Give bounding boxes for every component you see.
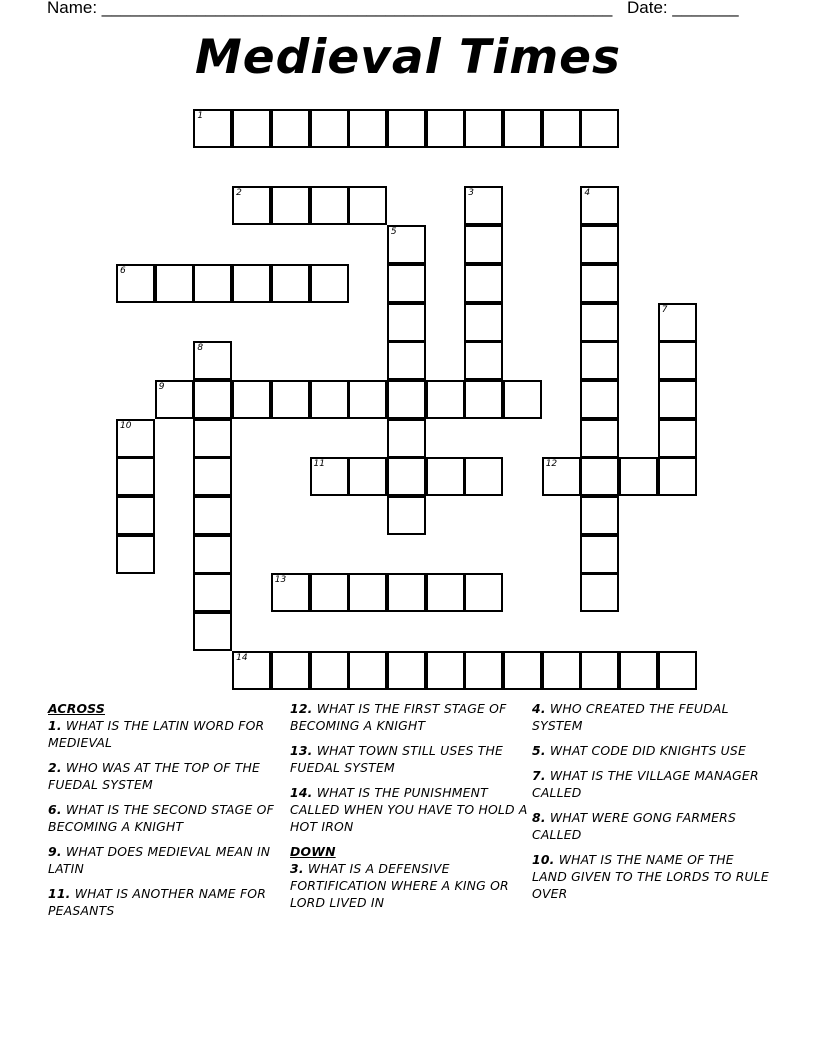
- crossword-cell[interactable]: [193, 457, 232, 496]
- clue-item: 8. WHAT WERE GONG FARMERS CALLED: [532, 810, 737, 842]
- crossword-cell[interactable]: [310, 380, 349, 419]
- crossword-cell[interactable]: [580, 496, 619, 535]
- crossword-cell[interactable]: [464, 303, 503, 342]
- clue-number: 1: [197, 111, 204, 121]
- crossword-cell[interactable]: [348, 380, 387, 419]
- crossword-cell[interactable]: [464, 651, 503, 690]
- crossword-cell[interactable]: [155, 264, 194, 303]
- clue-number: 13: [274, 575, 287, 586]
- crossword-cell[interactable]: [464, 225, 503, 264]
- crossword-cell[interactable]: [348, 573, 387, 612]
- crossword-cell[interactable]: [193, 264, 232, 303]
- crossword-cell[interactable]: [387, 457, 426, 496]
- crossword-cell[interactable]: [503, 651, 542, 690]
- clue-number: 6: [120, 265, 126, 276]
- crossword-cell[interactable]: [116, 264, 155, 303]
- crossword-cell[interactable]: [464, 186, 503, 225]
- clue-item: 5. WHAT CODE DID KNIGHTS USE: [532, 743, 747, 758]
- clue-number: 11: [313, 459, 325, 470]
- crossword-cell[interactable]: [542, 457, 581, 496]
- crossword-cell[interactable]: [271, 264, 310, 303]
- crossword-cell[interactable]: [464, 264, 503, 303]
- crossword-cell[interactable]: [387, 496, 426, 535]
- crossword-cell[interactable]: [658, 303, 697, 342]
- crossword-cell[interactable]: [426, 573, 465, 612]
- crossword-cell[interactable]: [271, 573, 310, 612]
- crossword-cell[interactable]: [619, 651, 658, 690]
- crossword-cell[interactable]: [464, 573, 503, 612]
- clue-item: 2. WHO WAS AT THE TOP OF THE FUEDAL SYSTEM: [48, 760, 261, 792]
- crossword-cell[interactable]: [193, 341, 232, 380]
- crossword-cell[interactable]: [232, 264, 271, 303]
- crossword-cell[interactable]: [193, 419, 232, 458]
- crossword-cell[interactable]: [310, 651, 349, 690]
- crossword-cell[interactable]: [503, 109, 542, 148]
- crossword-cell[interactable]: [193, 380, 232, 419]
- clue-number: 10: [120, 420, 132, 431]
- clue-column-3: [532, 700, 772, 910]
- crossword-cell[interactable]: [658, 341, 697, 380]
- clue-item: 13. WHAT TOWN STILL USES THE FUEDAL SYSTEM: [290, 743, 504, 775]
- crossword-cell[interactable]: [387, 109, 426, 148]
- clue-number: 5: [390, 227, 397, 238]
- crossword-cell[interactable]: [271, 380, 310, 419]
- crossword-cell[interactable]: [271, 186, 310, 225]
- clue-item: 10. WHAT IS THE NAME OF THE LAND GIVEN TO THE LORDS TO RULE OVER: [532, 852, 769, 901]
- crossword-cell[interactable]: [387, 419, 426, 458]
- crossword-cell[interactable]: [580, 380, 619, 419]
- clue-item: 3. WHAT IS A DEFENSIVE FORTIFICATION WHERE A KING OR LORD LIVED IN: [290, 861, 509, 910]
- crossword-cell[interactable]: [193, 612, 232, 651]
- clue-item: 1. WHAT IS THE LATIN WORD FOR MEDIEVAL: [48, 718, 265, 750]
- crossword-cell[interactable]: [426, 109, 465, 148]
- crossword-cell[interactable]: [232, 651, 271, 690]
- crossword-cell[interactable]: [310, 264, 349, 303]
- clue-number: 2: [236, 188, 242, 199]
- crossword-cell[interactable]: [232, 109, 271, 148]
- crossword-cell[interactable]: [310, 573, 349, 612]
- clue-number: 7: [661, 304, 668, 315]
- crossword-cell[interactable]: [193, 109, 232, 148]
- clue-item: 9. WHAT DOES MEDIEVAL MEAN IN LATIN: [48, 844, 271, 876]
- crossword-cell[interactable]: [658, 651, 697, 690]
- clue-item: 4. WHO CREATED THE FEUDAL SYSTEM: [532, 701, 729, 733]
- clue-number: 3: [468, 188, 475, 199]
- clue-item: 7. WHAT IS THE VILLAGE MANAGER CALLED: [532, 768, 759, 800]
- crossword-cell[interactable]: [387, 341, 426, 380]
- crossword-cell[interactable]: [542, 651, 581, 690]
- crossword-cell[interactable]: [580, 535, 619, 574]
- crossword-cell[interactable]: [232, 380, 271, 419]
- clue-number: 14: [236, 652, 248, 663]
- crossword-cell[interactable]: [464, 341, 503, 380]
- crossword-cell[interactable]: [580, 225, 619, 264]
- crossword-cell[interactable]: [542, 109, 581, 148]
- clue-column-2: [290, 700, 530, 919]
- clue-item: 6. WHAT IS THE SECOND STAGE OF BECOMING A KNIGHT: [48, 802, 274, 834]
- crossword-cell[interactable]: [580, 457, 619, 496]
- crossword-cell[interactable]: [580, 419, 619, 458]
- crossword-cell[interactable]: [193, 496, 232, 535]
- crossword-cell[interactable]: [116, 535, 155, 574]
- crossword-cell[interactable]: [116, 496, 155, 535]
- crossword-cell[interactable]: [155, 380, 194, 419]
- crossword-cell[interactable]: [271, 109, 310, 148]
- clue-item: 12. WHAT IS THE FIRST STAGE OF BECOMING A KNIGHT: [290, 701, 507, 733]
- crossword-cell[interactable]: [658, 457, 697, 496]
- crossword-cell[interactable]: [348, 651, 387, 690]
- crossword-cell[interactable]: [464, 380, 503, 419]
- clue-number: 12: [545, 459, 558, 470]
- clue-number: 9: [158, 381, 165, 392]
- crossword-cell[interactable]: [232, 186, 271, 225]
- crossword-cell[interactable]: [310, 109, 349, 148]
- crossword-cell[interactable]: [387, 573, 426, 612]
- across-heading: ACROSS: [48, 701, 105, 716]
- crossword-cell[interactable]: [116, 419, 155, 458]
- crossword-cell[interactable]: [387, 225, 426, 264]
- crossword-cell[interactable]: [580, 303, 619, 342]
- crossword-cell[interactable]: [426, 651, 465, 690]
- crossword-cell[interactable]: [193, 573, 232, 612]
- crossword-cell[interactable]: [348, 457, 387, 496]
- crossword-cell[interactable]: [271, 651, 310, 690]
- name-field[interactable]: Name: ______________________________________________________: [47, 0, 613, 17]
- crossword-cell[interactable]: [387, 380, 426, 419]
- crossword-cell[interactable]: [348, 186, 387, 225]
- crossword-cell[interactable]: [310, 457, 349, 496]
- crossword-cell[interactable]: [580, 651, 619, 690]
- crossword-cell[interactable]: [580, 109, 619, 148]
- clue-item: 14. WHAT IS THE PUNISHMENT CALLED WHEN YOU HAVE TO HOLD A HOT IRON: [290, 785, 528, 834]
- crossword-cell[interactable]: [580, 341, 619, 380]
- crossword-cell[interactable]: [464, 457, 503, 496]
- crossword-cell[interactable]: [426, 457, 465, 496]
- crossword-cell[interactable]: [658, 419, 697, 458]
- page-title: Medieval Times: [194, 30, 622, 85]
- clue-number: 8: [197, 343, 204, 354]
- crossword-cell[interactable]: [580, 573, 619, 612]
- crossword-cell[interactable]: [348, 109, 387, 148]
- crossword-cell[interactable]: [310, 186, 349, 225]
- crossword-cell[interactable]: [387, 303, 426, 342]
- clue-column-1: [48, 700, 298, 927]
- crossword-cell[interactable]: [426, 380, 465, 419]
- crossword-cell[interactable]: [387, 651, 426, 690]
- crossword-cell[interactable]: [580, 186, 619, 225]
- date-field[interactable]: Date: _______: [627, 0, 739, 17]
- crossword-cell[interactable]: [658, 380, 697, 419]
- crossword-cell[interactable]: [619, 457, 658, 496]
- clue-number: 4: [584, 188, 591, 199]
- crossword-cell[interactable]: [193, 535, 232, 574]
- crossword-cell[interactable]: [387, 264, 426, 303]
- crossword-cell[interactable]: [503, 380, 542, 419]
- crossword-cell[interactable]: [116, 457, 155, 496]
- crossword-cell[interactable]: [464, 109, 503, 148]
- crossword-cell[interactable]: [580, 264, 619, 303]
- down-heading: DOWN: [290, 844, 336, 859]
- clue-item: 11. WHAT IS ANOTHER NAME FOR PEASANTS: [48, 886, 267, 918]
